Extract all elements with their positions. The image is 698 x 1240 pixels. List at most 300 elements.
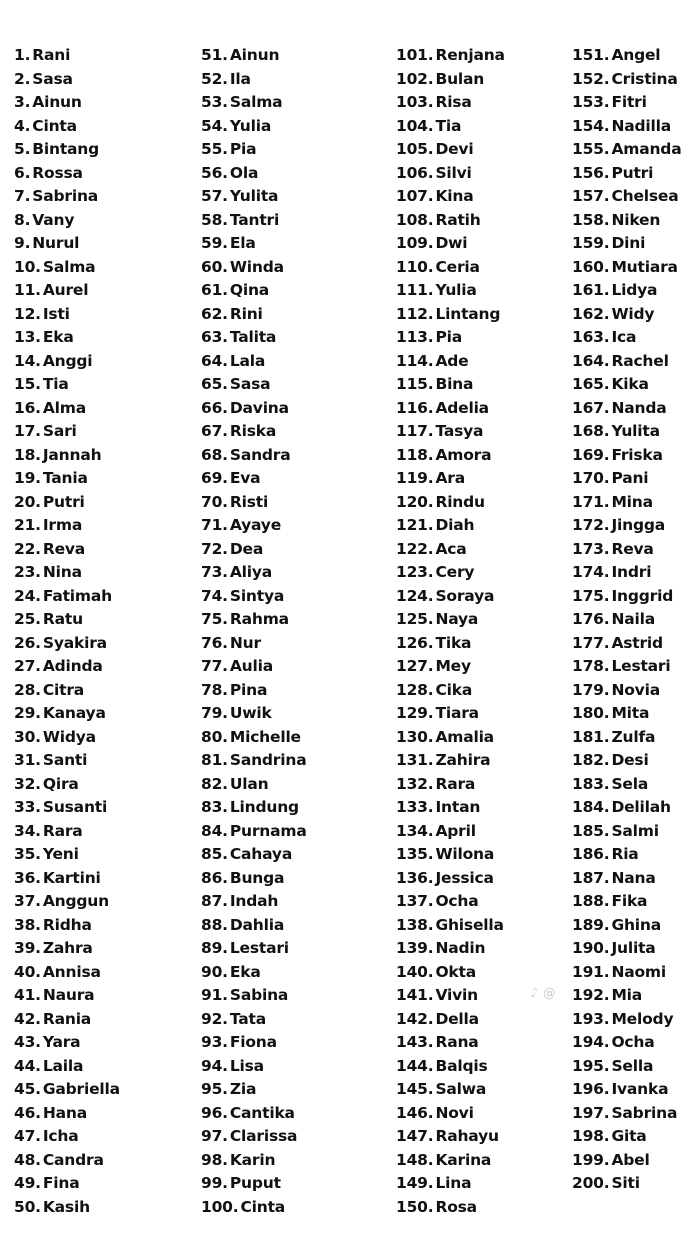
item-number: 36. xyxy=(14,868,41,887)
list-item xyxy=(572,679,681,703)
list-item xyxy=(14,585,120,609)
item-number: 32. xyxy=(14,774,41,793)
item-name: Zahra xyxy=(42,939,93,957)
item-name: Novi xyxy=(435,1103,474,1122)
item-number: 96. xyxy=(201,1103,228,1122)
list-item xyxy=(14,1149,120,1173)
item-number: 87. xyxy=(201,892,228,910)
item-number: 117. xyxy=(396,422,434,440)
item-name: Ainun xyxy=(32,93,82,111)
item-name: Amora xyxy=(435,445,492,464)
list-item xyxy=(396,185,505,209)
item-number: 33. xyxy=(14,798,41,816)
item-name: Fatimah xyxy=(42,586,112,605)
item-number: 163. xyxy=(572,328,610,346)
item-name: Salmi xyxy=(611,821,659,840)
list-item xyxy=(14,608,120,632)
item-number: 105. xyxy=(396,140,434,158)
item-number: 2. xyxy=(14,69,31,88)
item-name: Davina xyxy=(229,398,289,417)
list-item xyxy=(14,68,120,92)
list-item xyxy=(14,961,120,985)
list-item xyxy=(572,115,681,139)
item-number: 167. xyxy=(572,398,610,417)
list-item xyxy=(396,279,505,303)
list-item xyxy=(572,209,681,233)
list-item xyxy=(201,185,307,209)
list-item xyxy=(201,1055,307,1079)
item-name: Ainun xyxy=(229,46,280,64)
item-name: Eka xyxy=(229,962,261,981)
item-name: Ivanka xyxy=(611,1080,669,1098)
item-number: 118. xyxy=(396,445,434,464)
item-number: 148. xyxy=(396,1150,434,1169)
item-name: Naila xyxy=(611,610,655,628)
list-item xyxy=(396,655,505,679)
item-number: 65. xyxy=(201,375,228,393)
list-item xyxy=(396,1125,505,1149)
item-number: 53. xyxy=(201,93,228,111)
item-name: Sari xyxy=(42,422,77,440)
item-number: 7. xyxy=(14,187,31,205)
item-number: 75. xyxy=(201,610,228,628)
item-number: 176. xyxy=(572,610,610,628)
list-item xyxy=(14,1102,120,1126)
list-item xyxy=(396,1172,505,1196)
item-number: 34. xyxy=(14,821,41,840)
item-number: 170. xyxy=(572,469,610,487)
item-number: 17. xyxy=(14,422,41,440)
item-name: Silvi xyxy=(435,163,472,182)
item-name: Kina xyxy=(435,187,474,205)
item-name: Rara xyxy=(42,821,83,840)
list-item xyxy=(572,538,681,562)
item-number: 138. xyxy=(396,915,434,934)
item-number: 143. xyxy=(396,1033,434,1051)
item-number: 186. xyxy=(572,845,610,863)
item-number: 80. xyxy=(201,727,228,746)
list-item xyxy=(572,1125,681,1149)
item-name: Rana xyxy=(435,1033,479,1051)
item-name: Gabriella xyxy=(42,1080,120,1098)
list-item xyxy=(396,1008,505,1032)
item-name: Dini xyxy=(611,234,646,252)
item-name: Qira xyxy=(42,774,79,793)
item-name: Astrid xyxy=(611,633,663,652)
item-name: Eva xyxy=(229,469,261,487)
list-item xyxy=(572,608,681,632)
list-item xyxy=(201,326,307,350)
list-item xyxy=(14,914,120,938)
item-number: 198. xyxy=(572,1127,610,1145)
item-name: Aulia xyxy=(229,657,273,675)
item-name: Tasya xyxy=(435,422,484,440)
item-number: 35. xyxy=(14,845,41,863)
list-item xyxy=(396,373,505,397)
item-name: Ara xyxy=(435,469,465,487)
list-item xyxy=(572,843,681,867)
list-item xyxy=(572,138,681,162)
name-column-2 xyxy=(201,44,307,1219)
list-item xyxy=(201,843,307,867)
item-number: 92. xyxy=(201,1009,228,1028)
item-name: Bulan xyxy=(435,69,485,88)
item-number: 123. xyxy=(396,563,434,581)
item-name: Widy xyxy=(611,304,655,323)
item-number: 28. xyxy=(14,680,41,699)
item-number: 70. xyxy=(201,492,228,511)
list-item xyxy=(396,491,505,515)
list-item xyxy=(14,467,120,491)
tiktok-watermark: ♪ @ xyxy=(530,986,556,1001)
item-number: 172. xyxy=(572,516,610,534)
item-number: 145. xyxy=(396,1080,434,1098)
item-number: 120. xyxy=(396,492,434,511)
list-item xyxy=(14,397,120,421)
item-number: 193. xyxy=(572,1009,610,1028)
list-item xyxy=(14,867,120,891)
item-name: Jannah xyxy=(42,445,102,464)
item-number: 159. xyxy=(572,234,610,252)
item-name: Ade xyxy=(435,351,469,370)
list-item xyxy=(396,1196,505,1220)
list-item xyxy=(396,115,505,139)
list-item xyxy=(572,491,681,515)
list-item xyxy=(14,1196,120,1220)
item-number: 5. xyxy=(14,140,31,158)
list-item xyxy=(572,890,681,914)
item-number: 76. xyxy=(201,633,228,652)
list-item xyxy=(14,115,120,139)
list-item xyxy=(201,655,307,679)
item-number: 112. xyxy=(396,304,434,323)
list-item xyxy=(201,773,307,797)
item-name: Karina xyxy=(435,1150,492,1169)
item-name: Novia xyxy=(611,680,660,699)
list-item xyxy=(396,1102,505,1126)
item-name: Tata xyxy=(229,1009,266,1028)
item-number: 48. xyxy=(14,1150,41,1169)
item-number: 82. xyxy=(201,774,228,793)
item-number: 14. xyxy=(14,351,41,370)
item-number: 122. xyxy=(396,539,434,558)
list-item xyxy=(396,585,505,609)
item-number: 137. xyxy=(396,892,434,910)
list-item xyxy=(201,397,307,421)
item-number: 135. xyxy=(396,845,434,863)
list-item xyxy=(201,256,307,280)
item-number: 4. xyxy=(14,116,31,135)
item-name: Susanti xyxy=(42,798,108,816)
list-item xyxy=(396,773,505,797)
item-number: 153. xyxy=(572,93,610,111)
item-name: Kasih xyxy=(42,1197,90,1216)
item-number: 31. xyxy=(14,751,41,769)
item-number: 58. xyxy=(201,210,228,229)
item-number: 6. xyxy=(14,163,31,182)
item-name: Sasa xyxy=(229,375,271,393)
item-name: Gita xyxy=(611,1127,647,1145)
item-number: 133. xyxy=(396,798,434,816)
item-name: Mutiara xyxy=(611,257,678,276)
list-item xyxy=(201,491,307,515)
item-name: Ela xyxy=(229,234,256,252)
item-name: Vivin xyxy=(435,986,478,1004)
item-number: 152. xyxy=(572,69,610,88)
item-number: 95. xyxy=(201,1080,228,1098)
item-number: 155. xyxy=(572,140,610,158)
item-number: 38. xyxy=(14,915,41,934)
item-number: 169. xyxy=(572,445,610,464)
list-item xyxy=(572,303,681,327)
item-number: 173. xyxy=(572,539,610,558)
list-item xyxy=(572,514,681,538)
item-name: Winda xyxy=(229,257,284,276)
item-number: 128. xyxy=(396,680,434,699)
list-item xyxy=(572,937,681,961)
item-name: Nana xyxy=(611,868,656,887)
list-item xyxy=(572,561,681,585)
list-item xyxy=(14,749,120,773)
list-item xyxy=(572,326,681,350)
list-item xyxy=(201,1102,307,1126)
list-item xyxy=(201,138,307,162)
list-item xyxy=(396,326,505,350)
item-number: 50. xyxy=(14,1197,41,1216)
list-item xyxy=(14,91,120,115)
item-name: Melody xyxy=(611,1009,674,1028)
item-number: 42. xyxy=(14,1009,41,1028)
item-name: Talita xyxy=(229,328,277,346)
list-item xyxy=(396,444,505,468)
item-number: 189. xyxy=(572,915,610,934)
list-item xyxy=(572,1008,681,1032)
item-name: Niken xyxy=(611,210,661,229)
list-item xyxy=(201,984,307,1008)
item-name: Sasa xyxy=(32,69,73,88)
list-item xyxy=(201,303,307,327)
list-item xyxy=(572,914,681,938)
item-name: Uwik xyxy=(229,704,272,722)
item-name: Rossa xyxy=(32,163,83,182)
list-item xyxy=(396,608,505,632)
list-item xyxy=(396,68,505,92)
item-name: Lintang xyxy=(435,304,501,323)
item-name: Pina xyxy=(229,680,268,699)
item-name: Nurul xyxy=(32,234,80,252)
item-name: Ridha xyxy=(42,915,92,934)
item-name: Ulan xyxy=(229,774,269,793)
list-item xyxy=(201,68,307,92)
list-item xyxy=(396,397,505,421)
item-number: 149. xyxy=(396,1174,434,1192)
item-number: 56. xyxy=(201,163,228,182)
item-name: Fitri xyxy=(611,93,647,111)
item-name: Aliya xyxy=(229,563,273,581)
list-item xyxy=(396,702,505,726)
item-number: 165. xyxy=(572,375,610,393)
list-item xyxy=(396,209,505,233)
list-item xyxy=(14,1008,120,1032)
list-item xyxy=(201,608,307,632)
list-item xyxy=(14,1125,120,1149)
item-name: Vany xyxy=(32,210,75,229)
item-number: 91. xyxy=(201,986,228,1004)
item-name: Yulita xyxy=(229,187,279,205)
list-item xyxy=(14,185,120,209)
item-number: 60. xyxy=(201,257,228,276)
list-item xyxy=(14,1172,120,1196)
list-item xyxy=(396,890,505,914)
list-item xyxy=(572,91,681,115)
item-number: 110. xyxy=(396,257,434,276)
item-name: Ocha xyxy=(435,892,479,910)
item-name: Qina xyxy=(229,281,270,299)
item-name: Yara xyxy=(42,1033,81,1051)
item-name: Nadin xyxy=(435,939,486,957)
item-number: 64. xyxy=(201,351,228,370)
item-number: 195. xyxy=(572,1056,610,1075)
list-item xyxy=(14,444,120,468)
list-item xyxy=(201,820,307,844)
item-name: Friska xyxy=(611,445,663,464)
list-item xyxy=(572,867,681,891)
list-item xyxy=(14,232,120,256)
list-item xyxy=(396,561,505,585)
list-item xyxy=(14,514,120,538)
item-name: Ratih xyxy=(435,210,481,229)
item-name: Karin xyxy=(229,1150,276,1169)
item-number: 156. xyxy=(572,163,610,182)
list-item xyxy=(396,867,505,891)
list-item xyxy=(201,467,307,491)
item-number: 66. xyxy=(201,398,228,417)
list-item xyxy=(14,679,120,703)
item-name: Ayaye xyxy=(229,516,282,534)
item-number: 62. xyxy=(201,304,228,323)
list-item xyxy=(396,796,505,820)
list-item xyxy=(396,843,505,867)
list-item xyxy=(201,162,307,186)
item-number: 113. xyxy=(396,328,434,346)
list-item xyxy=(572,1172,681,1196)
item-number: 77. xyxy=(201,657,228,675)
item-number: 199. xyxy=(572,1150,610,1169)
item-number: 99. xyxy=(201,1174,228,1192)
list-item xyxy=(14,655,120,679)
item-number: 39. xyxy=(14,939,41,957)
item-number: 144. xyxy=(396,1056,434,1075)
item-number: 27. xyxy=(14,657,41,675)
list-item xyxy=(396,232,505,256)
item-name: Naomi xyxy=(611,962,666,981)
item-name: Eka xyxy=(42,328,74,346)
item-number: 140. xyxy=(396,962,434,981)
item-number: 171. xyxy=(572,492,610,511)
list-item xyxy=(572,68,681,92)
list-item xyxy=(201,1031,307,1055)
item-name: Sabina xyxy=(229,986,289,1004)
list-item xyxy=(14,1031,120,1055)
item-name: Rahma xyxy=(229,610,289,628)
item-name: Tiara xyxy=(435,704,479,722)
item-name: Yulia xyxy=(435,281,477,299)
item-name: Cika xyxy=(435,680,473,699)
item-number: 21. xyxy=(14,516,41,534)
item-number: 16. xyxy=(14,398,41,417)
item-number: 115. xyxy=(396,375,434,393)
item-name: Pia xyxy=(229,140,257,158)
item-number: 161. xyxy=(572,281,610,299)
item-number: 103. xyxy=(396,93,434,111)
item-number: 129. xyxy=(396,704,434,722)
list-item xyxy=(201,1008,307,1032)
item-name: Isti xyxy=(42,304,70,323)
item-name: Rini xyxy=(229,304,263,323)
item-name: Bunga xyxy=(229,868,285,887)
item-number: 174. xyxy=(572,563,610,581)
list-item xyxy=(14,420,120,444)
item-name: Ria xyxy=(611,845,639,863)
list-item xyxy=(14,279,120,303)
item-number: 108. xyxy=(396,210,434,229)
item-number: 101. xyxy=(396,46,434,64)
item-name: Anggun xyxy=(42,892,109,910)
item-number: 37. xyxy=(14,892,41,910)
item-number: 81. xyxy=(201,751,228,769)
item-name: Lindung xyxy=(229,798,299,816)
item-number: 194. xyxy=(572,1033,610,1051)
item-number: 106. xyxy=(396,163,434,182)
item-name: Jessica xyxy=(435,868,494,887)
item-number: 162. xyxy=(572,304,610,323)
item-number: 188. xyxy=(572,892,610,910)
list-item xyxy=(14,209,120,233)
list-item xyxy=(572,726,681,750)
item-name: Reva xyxy=(42,539,86,558)
item-number: 107. xyxy=(396,187,434,205)
item-name: Risti xyxy=(229,492,269,511)
list-item xyxy=(201,279,307,303)
list-item xyxy=(14,162,120,186)
list-item xyxy=(572,749,681,773)
item-number: 168. xyxy=(572,422,610,440)
item-name: Yeni xyxy=(42,845,79,863)
item-name: Adelia xyxy=(435,398,489,417)
item-name: Angel xyxy=(611,46,661,64)
item-number: 98. xyxy=(201,1150,228,1169)
item-number: 184. xyxy=(572,798,610,816)
item-name: Mita xyxy=(611,704,650,722)
item-number: 40. xyxy=(14,962,41,981)
item-number: 157. xyxy=(572,187,610,205)
item-name: Fiona xyxy=(229,1033,277,1051)
item-name: Yulita xyxy=(611,422,660,440)
item-number: 127. xyxy=(396,657,434,675)
item-number: 47. xyxy=(14,1127,41,1145)
item-number: 141. xyxy=(396,986,434,1004)
item-name: Diah xyxy=(435,516,475,534)
item-number: 9. xyxy=(14,234,31,252)
item-name: Delilah xyxy=(611,798,671,816)
item-name: Mey xyxy=(435,657,471,675)
item-name: Balqis xyxy=(435,1056,488,1075)
item-name: Sandra xyxy=(229,445,291,464)
item-number: 68. xyxy=(201,445,228,464)
item-number: 182. xyxy=(572,751,610,769)
item-name: Dea xyxy=(229,539,264,558)
item-name: Ghisella xyxy=(435,915,504,934)
